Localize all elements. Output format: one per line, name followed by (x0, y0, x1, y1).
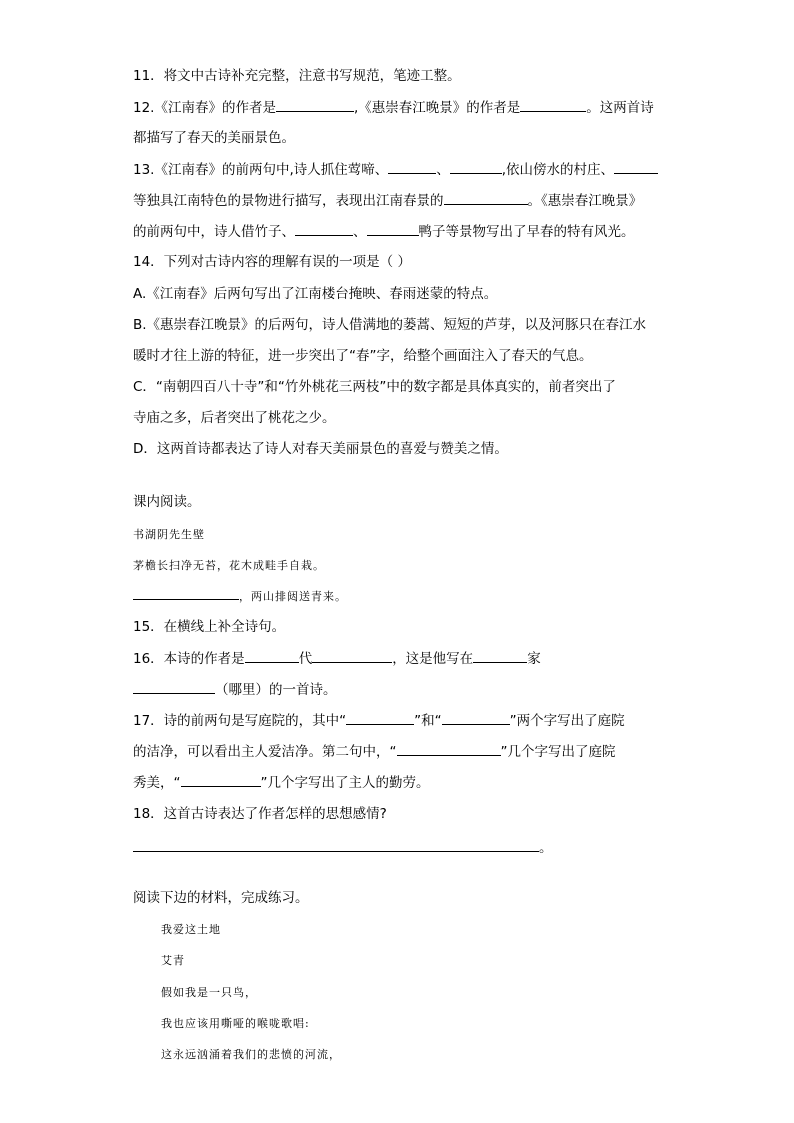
q12-text-c: 。这两首诗 (586, 100, 654, 116)
q17-text: 秀美，“ (133, 775, 181, 791)
option-b-line1: B.《惠崇春江晚景》的后两句，诗人借满地的蒌蒿、短短的芦芽，以及河豚只在春江水 (133, 317, 647, 333)
q13-text: 等独具江南特色的景物进行描写，表现出江南春景的 (133, 193, 444, 209)
section-heading-reading-material: 阅读下边的材料，完成练习。 (133, 890, 309, 906)
q17-text: ”两个字写出了庭院 (509, 713, 625, 729)
question-14-stem: 14．下列对古诗内容的理解有误的一项是（ ） (133, 254, 411, 270)
poem-line-with-blank (133, 588, 347, 606)
q17-text: ”几个字写出了主人的勤劳。 (260, 775, 430, 791)
q13-text: 。《惠崇春江晚景》 (527, 193, 643, 209)
answer-blank[interactable] (133, 680, 215, 694)
q13-text: 13.《江南春》的前两句中,诗人抓住莺啼、 (133, 162, 389, 178)
question-17-line2 (133, 742, 616, 761)
option-a: A.《江南春》后两句写出了江南楼台掩映、春雨迷蒙的特点。 (133, 286, 498, 302)
q16-text: ，这是他写在 (392, 651, 474, 667)
poem-title: 书湖阴先生壁 (133, 528, 205, 541)
poem-title: 我爱这土地 (161, 923, 221, 936)
answer-blank[interactable] (367, 222, 419, 236)
q16-text: （哪里）的一首诗。 (215, 682, 337, 698)
answer-blank[interactable] (444, 191, 528, 205)
q17-text: 17．诗的前两句是写庭院的，其中“ (133, 713, 347, 729)
question-17-line3 (133, 773, 430, 792)
option-b-line2: 暖时才往上游的特征，进一步突出了“春”字，给整个画面注入了春天的气息。 (133, 348, 593, 364)
question-13-line1 (133, 160, 658, 179)
q17-text: 的洁净，可以看出主人爱洁净。第二句中，“ (133, 744, 397, 760)
poem-line-text: ，两山排闼送青来。 (239, 590, 347, 603)
answer-blank[interactable] (181, 773, 261, 787)
option-c-line2: 寺庙之多，后者突出了桃花之少。 (133, 410, 336, 426)
question-15: 15．在横线上补全诗句。 (133, 619, 286, 635)
question-17-line1 (133, 711, 625, 730)
poem-line: 我也应该用嘶哑的喉咙歌唱: (161, 1017, 310, 1030)
poem-line: 这永远汹涌着我们的悲愤的河流， (161, 1048, 341, 1061)
q17-text: ”和“ (414, 713, 442, 729)
answer-blank[interactable] (388, 160, 436, 174)
question-16-line1 (133, 649, 541, 668)
answer-blank[interactable] (295, 222, 353, 236)
answer-blank[interactable] (520, 98, 586, 112)
answer-blank[interactable] (133, 588, 239, 600)
question-12-line1 (133, 98, 654, 117)
q13-text: ,依山傍水的村庄、 (501, 162, 615, 178)
answer-blank[interactable] (450, 160, 502, 174)
answer-blank[interactable] (312, 649, 392, 663)
answer-blank[interactable] (245, 649, 299, 663)
q13-text: 、 (436, 162, 450, 178)
answer-blank[interactable] (442, 711, 510, 725)
q16-text: 家 (527, 651, 541, 667)
answer-end-mark: 。 (539, 840, 553, 856)
question-12-line2: 都描写了春天的美丽景色。 (133, 130, 295, 146)
section-heading-in-class-reading: 课内阅读。 (133, 494, 201, 510)
question-18: 18．这首古诗表达了作者怎样的思想感情? (133, 806, 387, 822)
question-13-line3 (133, 222, 635, 241)
q13-text: 的前两句中，诗人借竹子、 (133, 224, 295, 240)
q17-text: ”几个字写出了庭院 (500, 744, 616, 760)
question-11: 11．将文中古诗补充完整，注意书写规范，笔迹工整。 (133, 68, 461, 84)
question-16-line2 (133, 680, 337, 699)
question-18-answer-line (133, 838, 553, 857)
q12-text-a: 12.《江南春》的作者是 (133, 100, 276, 116)
q16-text: 16．本诗的作者是 (133, 651, 245, 667)
question-13-line2 (133, 191, 642, 210)
poem-author: 艾青 (161, 954, 185, 967)
answer-blank[interactable] (346, 711, 414, 725)
q13-text: 、 (353, 224, 367, 240)
answer-blank[interactable] (397, 742, 501, 756)
answer-blank[interactable] (614, 160, 658, 174)
option-d: D．这两首诗都表达了诗人对春天美丽景色的喜爱与赞美之情。 (133, 441, 508, 457)
poem-line: 茅檐长扫净无苔，花木成畦手自栽。 (133, 559, 325, 572)
answer-blank[interactable] (473, 649, 527, 663)
q16-text: 代 (298, 651, 313, 667)
answer-blank[interactable] (276, 98, 354, 112)
q13-text: 鸭子等景物写出了早春的特有风光。 (418, 224, 635, 240)
answer-blank[interactable] (133, 838, 539, 852)
option-c-line1: C．“南朝四百八十寺”和“竹外桃花三两枝”中的数字都是具体真实的，前者突出了 (133, 379, 616, 395)
poem-line: 假如我是一只鸟， (161, 986, 257, 999)
q12-text-b: ,《惠崇春江晚景》的作者是 (353, 100, 521, 116)
